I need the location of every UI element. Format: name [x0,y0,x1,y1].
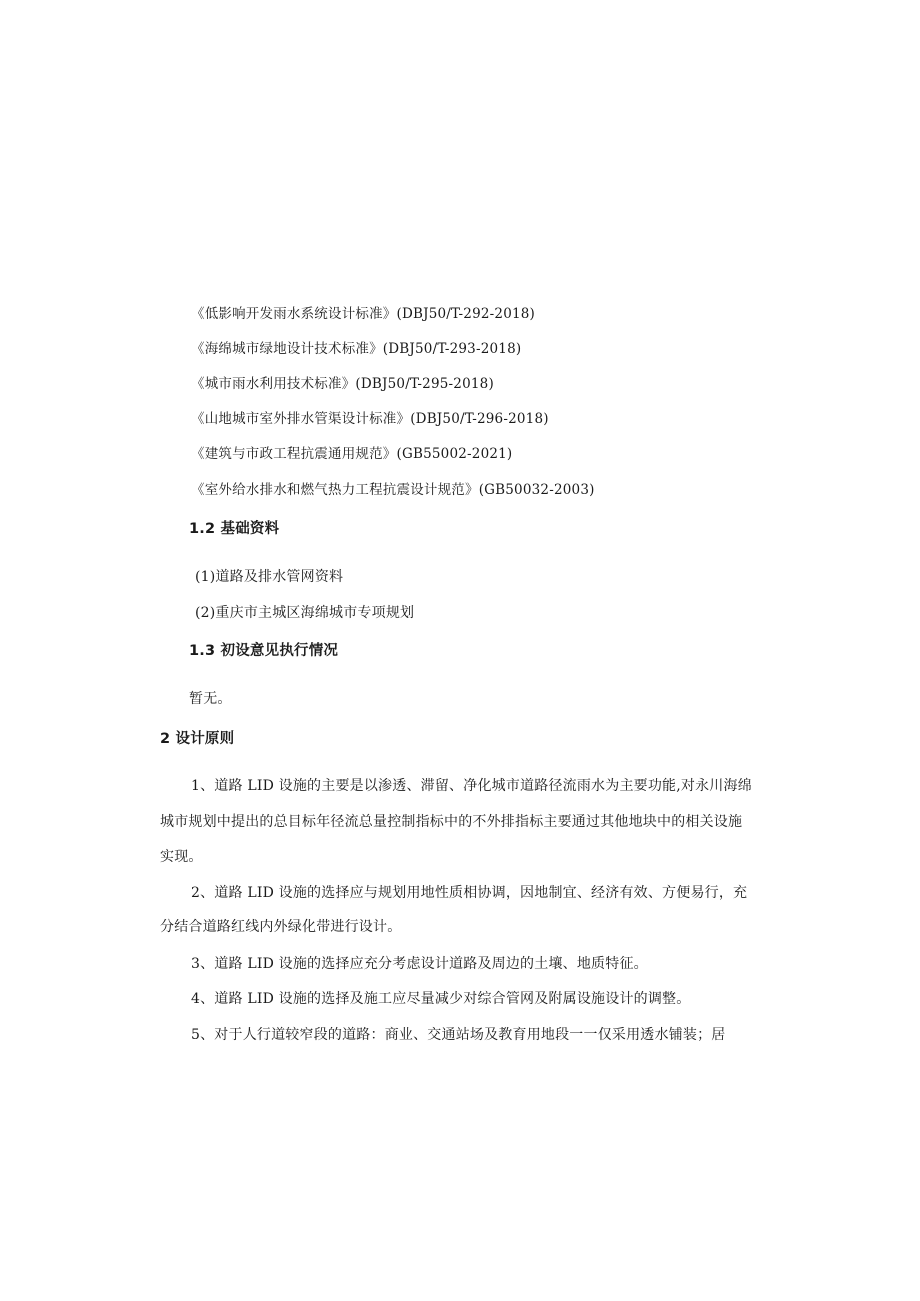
paragraph-line: 城市规划中提出的总目标年径流总量控制指标中的不外排指标主要通过其他地块中的相关设施 [160,814,743,830]
paragraph-line: 4、道路 LID 设施的选择及施工应尽量减少对综合管网及附属设施设计的调整。 [191,991,691,1007]
paragraph-line: 2、道路 LID 设施的选择应与规划用地性质相协调，因地制宜、经济有效、方便易行，充 [191,885,748,901]
section-body-text: 暂无。 [189,691,232,707]
section-heading-1-2: 1.2 基础资料 [189,521,280,537]
reference-item: 《海绵城市绿地设计技术标准》(DBJ50/T-293-2018) [191,341,522,357]
paragraph-line: 实现。 [160,849,203,865]
section-heading-1-3: 1.3 初设意见执行情况 [189,643,339,659]
paragraph-line: 分结合道路红线内外绿化带进行设计。 [160,919,402,935]
paragraph-line: 1、道路 LID 设施的主要是以渗透、滞留、净化城市道路径流雨水为主要功能,对永川海绵 [191,778,752,794]
list-item: (1)道路及排水管网资料 [195,569,344,585]
paragraph-line: 3、道路 LID 设施的选择应充分考虑设计道路及周边的土壤、地质特征。 [191,956,648,972]
list-item: (2)重庆市主城区海绵城市专项规划 [195,605,415,621]
reference-item: 《城市雨水利用技术标准》(DBJ50/T-295-2018) [191,376,494,392]
reference-item: 《室外给水排水和燃气热力工程抗震设计规范》(GB50032-2003) [191,482,595,498]
section-heading-2: 2 设计原则 [160,731,235,747]
reference-item: 《低影响开发雨水系统设计标准》(DBJ50/T-292-2018) [191,306,536,322]
paragraph-line: 5、对于人行道较窄段的道路：商业、交通站场及教育用地段一一仅采用透水铺装；居 [191,1027,726,1043]
reference-item: 《建筑与市政工程抗震通用规范》(GB55002-2021) [191,446,513,462]
reference-item: 《山地城市室外排水管渠设计标准》(DBJ50/T-296-2018) [191,411,549,427]
